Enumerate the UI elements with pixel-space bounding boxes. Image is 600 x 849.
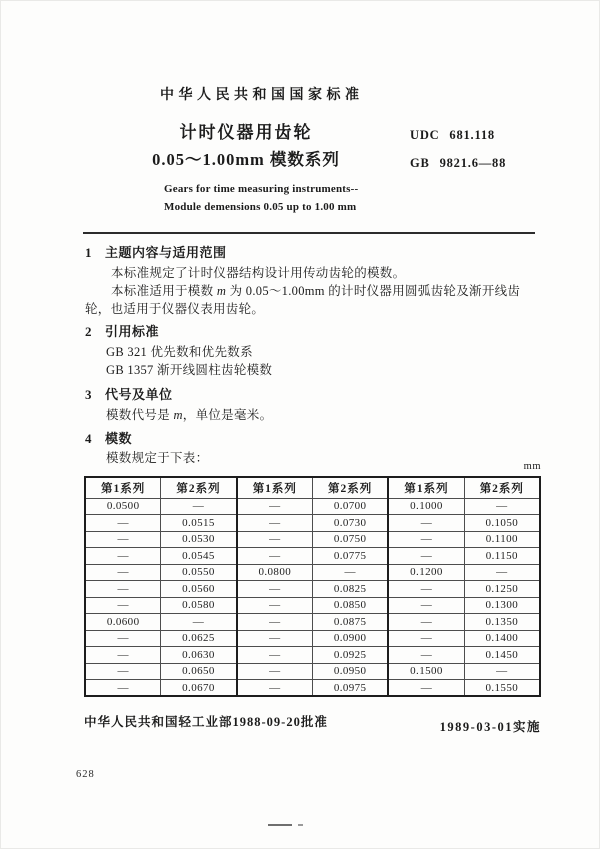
module-value-cell: — (464, 498, 540, 515)
standard-number: GB 9821.6—88 (410, 156, 507, 170)
module-value-cell: — (85, 581, 161, 598)
table-row (85, 548, 540, 565)
udc-code: UDC 681.118 (410, 128, 495, 142)
module-value-cell: — (237, 597, 313, 614)
english-title-line1: Gears for time measuring instruments-- (164, 183, 359, 195)
module-table (84, 476, 541, 697)
section-4-body: 模数规定于下表： (106, 451, 209, 465)
module-value-cell: 0.0850 (312, 597, 388, 614)
english-title-line2: Module demensions 0.05 up to 1.00 mm (164, 200, 357, 213)
module-symbol: m (173, 408, 183, 422)
section-1-paragraph-2 (85, 283, 538, 318)
module-value-cell: — (85, 630, 161, 647)
module-value-cell: — (237, 531, 313, 548)
table-row (85, 614, 540, 631)
module-value-cell: — (388, 630, 464, 647)
module-value-cell: — (388, 597, 464, 614)
section-title: 主题内容与适用范围 (105, 245, 227, 260)
unit-label: mm (523, 461, 541, 472)
module-value-cell: — (237, 548, 313, 565)
module-value-cell: — (464, 564, 540, 581)
module-value-cell: 0.0825 (312, 581, 388, 598)
section-1-paragraph-1: 本标准规定了计时仪器结构设计用传动齿轮的模数。 (111, 266, 406, 280)
module-value-cell: — (161, 614, 237, 631)
header-divider (83, 232, 535, 234)
module-value-cell: 0.0500 (85, 498, 161, 515)
series-header: 第1系列 (85, 477, 161, 498)
implementation-text: 1989-03-01实施 (439, 720, 541, 734)
module-value-cell: 0.1550 (464, 680, 540, 697)
module-value-cell: 0.1100 (464, 531, 540, 548)
section-number: 3 (85, 387, 92, 402)
approval-text: 中华人民共和国轻工业部1988-09-20批准 (84, 715, 328, 729)
module-value-cell: — (388, 614, 464, 631)
section-1-heading (85, 242, 227, 261)
module-value-cell: 0.0650 (161, 663, 237, 680)
paragraph-text: 本标准适用于模数 (111, 284, 217, 298)
table-row (85, 531, 540, 548)
scan-artifact-mark (268, 824, 292, 826)
module-value-cell: 0.0750 (312, 531, 388, 548)
module-value-cell: — (388, 647, 464, 664)
module-value-cell: — (237, 515, 313, 532)
module-symbol: m (216, 284, 227, 298)
module-value-cell: 0.1250 (464, 581, 540, 598)
table-body (85, 498, 540, 696)
section-number: 2 (85, 324, 92, 339)
module-value-cell: — (388, 548, 464, 565)
table-header-row (85, 477, 540, 498)
module-value-cell: 0.0515 (161, 515, 237, 532)
table-row (85, 663, 540, 680)
module-value-cell: — (388, 581, 464, 598)
module-value-cell: 0.0600 (85, 614, 161, 631)
module-value-cell: 0.0975 (312, 680, 388, 697)
module-value-cell: — (464, 663, 540, 680)
module-value-cell: 0.1400 (464, 630, 540, 647)
module-value-cell: 0.1050 (464, 515, 540, 532)
table-row (85, 597, 540, 614)
module-value-cell: 0.0925 (312, 647, 388, 664)
module-value-cell: — (388, 680, 464, 697)
module-value-cell: 0.0730 (312, 515, 388, 532)
module-value-cell: — (237, 614, 313, 631)
module-value-cell: 0.0530 (161, 531, 237, 548)
module-value-cell: — (85, 564, 161, 581)
module-value-cell: 0.0550 (161, 564, 237, 581)
module-value-cell: — (85, 647, 161, 664)
module-value-cell: — (237, 647, 313, 664)
series-header: 第2系列 (312, 477, 388, 498)
module-value-cell: — (161, 498, 237, 515)
module-value-cell: 0.0950 (312, 663, 388, 680)
reference-item-gb321: GB 321 优先数和优先数系 (106, 345, 253, 359)
table-row (85, 630, 540, 647)
table-row (85, 680, 540, 697)
series-header: 第1系列 (388, 477, 464, 498)
section-title: 模数 (105, 431, 133, 446)
module-value-cell: — (85, 515, 161, 532)
reference-item-gb1357: GB 1357 渐开线圆柱齿轮模数 (106, 363, 273, 377)
module-value-cell: 0.1300 (464, 597, 540, 614)
module-value-cell: 0.0670 (161, 680, 237, 697)
document-title-line1: 计时仪器用齿轮 (179, 123, 313, 142)
module-value-cell: — (85, 597, 161, 614)
document-title-line2: 0.05～1.00mm 模数系列 (152, 150, 340, 169)
module-value-cell: 0.0700 (312, 498, 388, 515)
paragraph-text: 为 0.05～1.00mm 的计时仪器用圆弧齿轮及渐开线齿轮，也适用于仪器仪表用齿轮。 (85, 284, 521, 316)
section-title: 代号及单位 (105, 387, 173, 402)
english-title (164, 181, 358, 216)
module-value-cell: 0.0875 (312, 614, 388, 631)
module-value-cell: 0.0625 (161, 630, 237, 647)
table-row (85, 581, 540, 598)
module-value-cell: 0.1350 (464, 614, 540, 631)
section-number: 4 (85, 431, 92, 446)
section-2-heading (85, 321, 159, 340)
section-4-heading (85, 428, 132, 447)
section-3-body (106, 407, 272, 425)
module-value-cell: — (237, 498, 313, 515)
module-value-cell: 0.1500 (388, 663, 464, 680)
module-value-cell: — (237, 663, 313, 680)
module-value-cell: 0.0800 (237, 564, 313, 581)
table-row (85, 647, 540, 664)
series-header: 第2系列 (161, 477, 237, 498)
module-value-cell: — (388, 531, 464, 548)
table-row (85, 515, 540, 532)
module-value-cell: 0.0900 (312, 630, 388, 647)
module-value-cell: — (312, 564, 388, 581)
module-table-container (84, 476, 541, 697)
module-value-cell: 0.0775 (312, 548, 388, 565)
page-number: 628 (76, 769, 95, 780)
module-value-cell: — (237, 630, 313, 647)
table-row (85, 564, 540, 581)
module-value-cell: 0.0545 (161, 548, 237, 565)
paragraph-text: ，单位是毫米。 (182, 408, 273, 422)
module-value-cell: — (85, 531, 161, 548)
module-value-cell: — (85, 548, 161, 565)
national-standard-header: 中华人民共和国国家标准 (160, 88, 364, 103)
section-3-heading (85, 384, 173, 403)
module-value-cell: — (85, 663, 161, 680)
module-value-cell: — (388, 515, 464, 532)
module-value-cell: 0.0580 (161, 597, 237, 614)
module-value-cell: — (237, 680, 313, 697)
module-value-cell: 0.1150 (464, 548, 540, 565)
table-row (85, 498, 540, 515)
module-value-cell: 0.1450 (464, 647, 540, 664)
section-number: 1 (85, 245, 92, 260)
paragraph-text: 模数代号是 (106, 408, 174, 422)
module-value-cell: — (85, 680, 161, 697)
module-value-cell: 0.0630 (161, 647, 237, 664)
section-title: 引用标准 (105, 324, 160, 339)
module-value-cell: 0.0560 (161, 581, 237, 598)
module-value-cell: 0.1000 (388, 498, 464, 515)
series-header: 第2系列 (464, 477, 540, 498)
module-value-cell: 0.1200 (388, 564, 464, 581)
standard-codes (410, 128, 580, 171)
module-value-cell: — (237, 581, 313, 598)
series-header: 第1系列 (237, 477, 313, 498)
document-title (85, 121, 407, 172)
